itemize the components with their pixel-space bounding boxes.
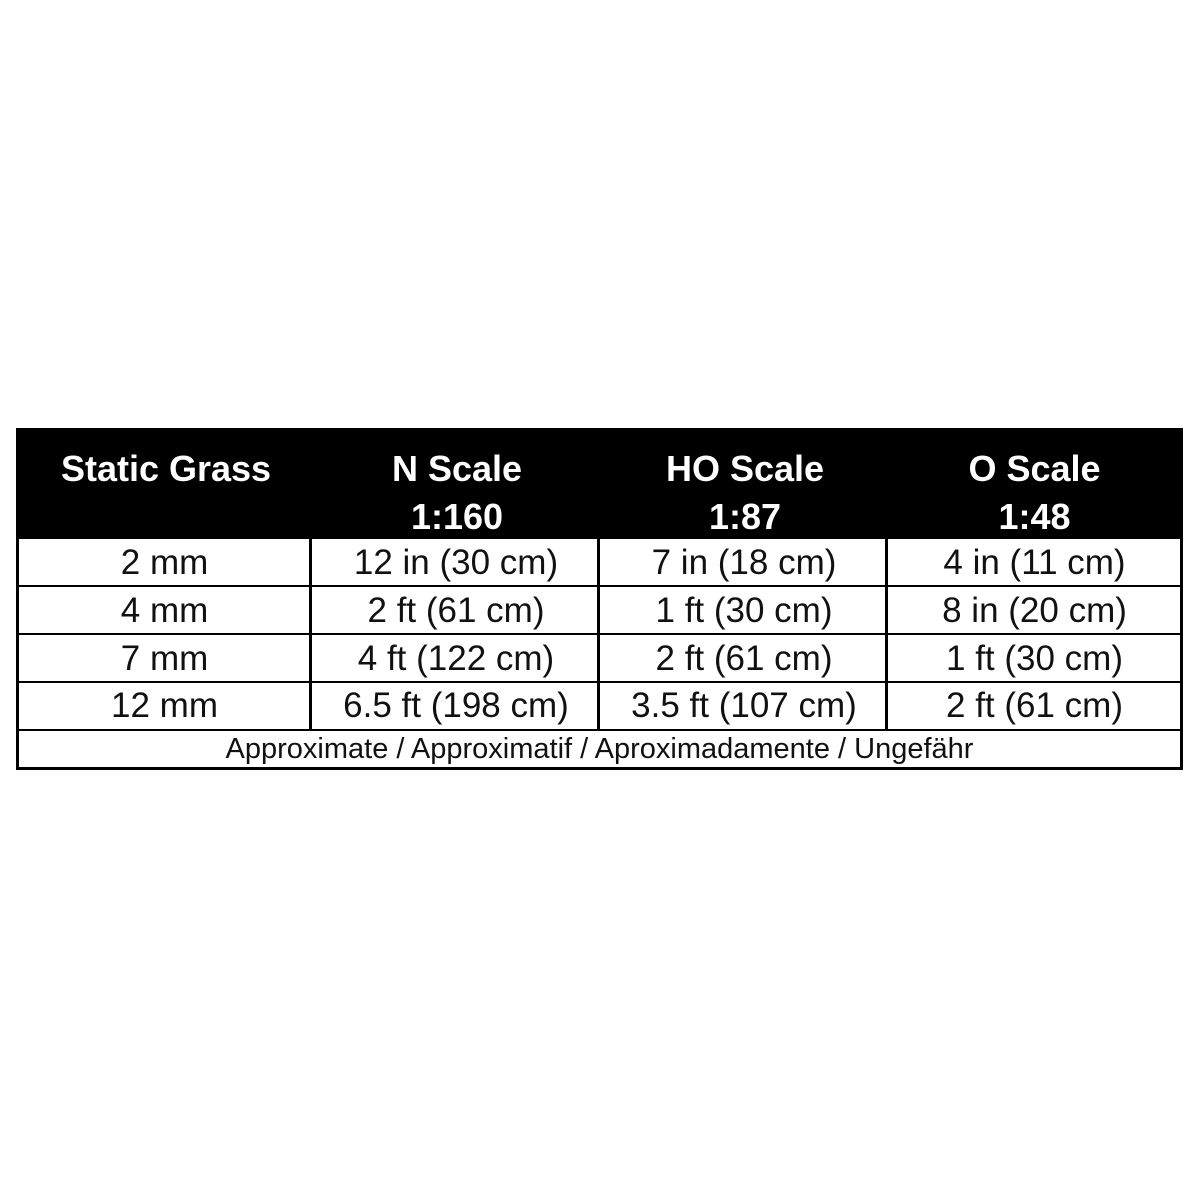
header-ratio: 1:160 (410, 496, 504, 537)
ho-scale-cell: 1 ft (30 cm) (655, 591, 833, 630)
o-scale-cell: 8 in (20 cm) (942, 591, 1127, 630)
n-scale-cell: 4 ft (122 cm) (357, 639, 555, 678)
n-scale-cell: 12 in (30 cm) (353, 543, 559, 582)
header-static-grass (19, 431, 313, 539)
header-ho-scale (601, 431, 889, 539)
grass-length-cell: 7 mm (120, 639, 209, 678)
grass-length-cell: 12 mm (111, 686, 218, 725)
grass-length-cell: 4 mm (120, 591, 209, 630)
grass-length-cell: 2 mm (120, 543, 209, 582)
table-row (19, 635, 1180, 682)
o-scale-cell: 2 ft (61 cm) (946, 686, 1123, 725)
header-title: O Scale (968, 448, 1101, 489)
table-row (19, 587, 1180, 634)
o-scale-cell: 1 ft (30 cm) (946, 639, 1123, 678)
table-header-row (19, 431, 1180, 539)
ho-scale-cell: 2 ft (61 cm) (655, 639, 833, 678)
o-scale-cell: 4 in (11 cm) (943, 543, 1126, 582)
grass-scale-table (16, 428, 1183, 770)
ho-scale-cell: 7 in (18 cm) (651, 543, 837, 582)
n-scale-cell: 2 ft (61 cm) (367, 591, 545, 630)
header-ratio: 1:48 (998, 496, 1071, 537)
header-n-scale (313, 431, 601, 539)
header-title: HO Scale (665, 448, 825, 489)
table-row (19, 539, 1180, 586)
header-title: N Scale (391, 448, 523, 489)
header-title: Static Grass (60, 448, 272, 489)
header-o-scale (889, 431, 1180, 539)
n-scale-cell: 6.5 ft (198 cm) (343, 686, 569, 725)
ho-scale-cell: 3.5 ft (107 cm) (631, 686, 857, 725)
approximate-footnote: Approximate / Approximatif / Aproximadamente / Ungefähr (225, 733, 974, 765)
table-row (19, 682, 1180, 729)
header-ratio: 1:87 (708, 496, 782, 537)
